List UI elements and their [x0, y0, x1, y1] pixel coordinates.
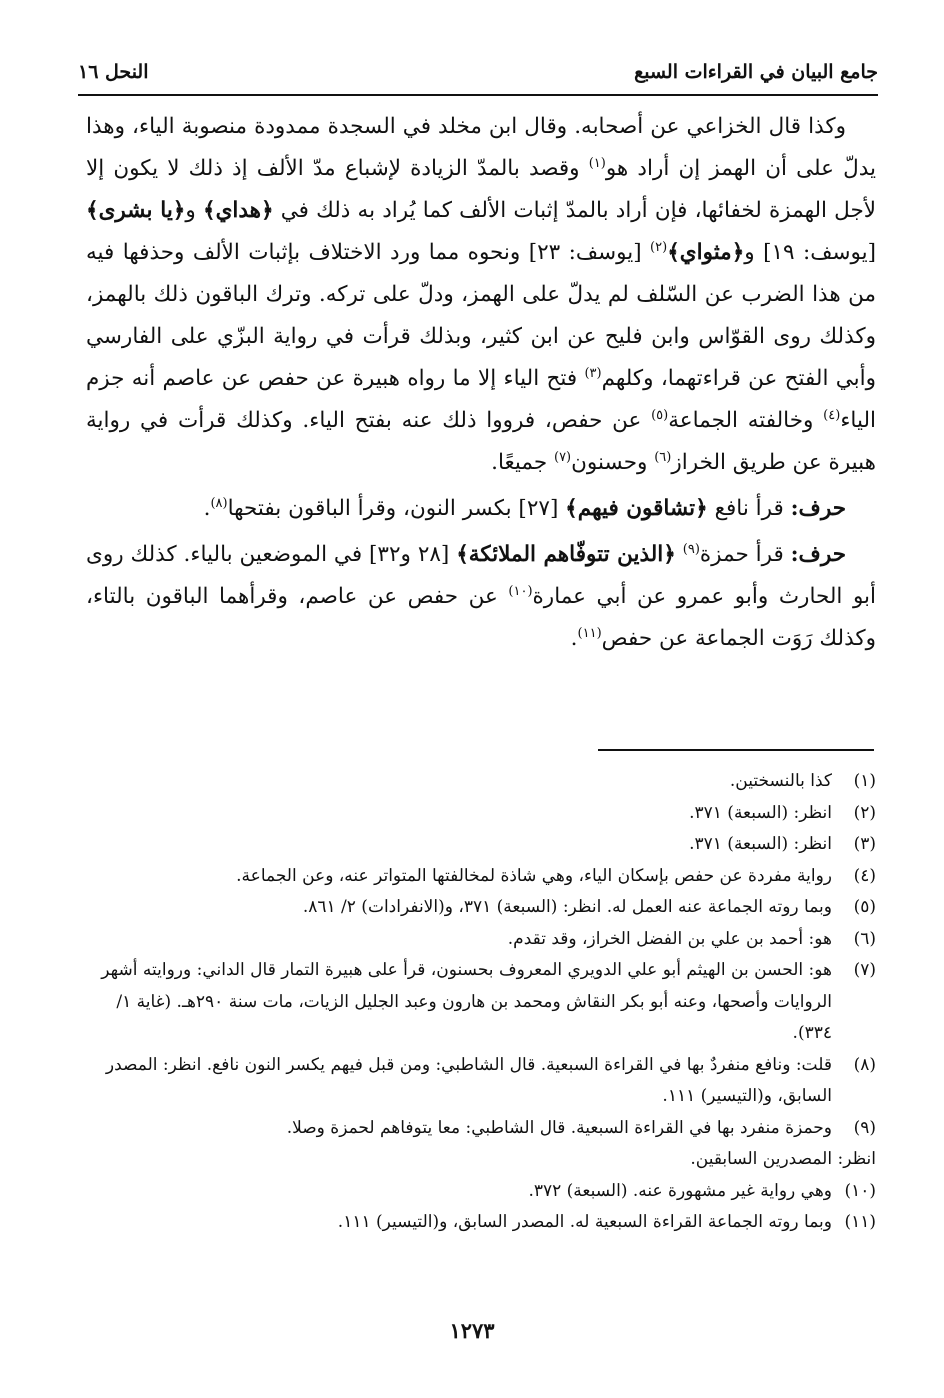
footnote-text: وهي رواية غير مشهورة عنه. (السبعة) ٣٧٢. [528, 1180, 832, 1201]
footnote-ref[interactable]: (٨) [210, 495, 228, 511]
footnote-ref[interactable]: (٢) [650, 239, 668, 255]
text-run: وخالفته الجماعة [668, 408, 824, 433]
text-run: [يوسف: ١٩] و [744, 240, 876, 265]
text-run: . [570, 626, 578, 651]
footnote-ref[interactable]: (٥) [651, 407, 669, 423]
footnote-ref[interactable]: (٣) [584, 365, 602, 381]
footnote-item [86, 955, 876, 1050]
footnote-number: (٣) [853, 834, 876, 854]
footnote-number: (١) [853, 771, 876, 791]
footnote-item [86, 829, 876, 861]
header-rule [78, 94, 878, 96]
footnote-text: وبما روته الجماعة القراءة السبعية له. المصدر السابق، و(التيسير) ١١١. [337, 1212, 832, 1232]
paragraph-harf-2 [86, 534, 876, 660]
footnote-ref[interactable]: (٦) [654, 449, 672, 465]
footnote-number: (٧) [853, 960, 876, 980]
footnote-ref[interactable]: (٩) [682, 541, 700, 557]
paragraph-1 [86, 106, 876, 484]
footnote-item [86, 1050, 876, 1113]
footnote-item [86, 1207, 876, 1239]
footnote-item [86, 892, 876, 924]
harf-label: حرف: [790, 542, 847, 567]
footnote-text: انظر: (السبعة) ٣٧١. [689, 834, 832, 854]
footnote-number: (٩) [853, 1117, 876, 1138]
text-run [676, 542, 683, 567]
footnote-item [86, 798, 876, 830]
footnote-text: وحمزة منفرد بها في القراءة السبعية. قال الشاطبي: معا يتوفاهم لحمزة وصلا. [286, 1117, 832, 1138]
footnote-text: وبما روته الجماعة عنه العمل له. انظر: (السبعة) ٣٧١، و(الانفرادات) ٢/ ٨٦١. [302, 897, 832, 917]
text-run: وقصد بالمدّ الزيادة لإشباع مدّ الألف إذ ذلك لا يكون إلا لأجل الهمزة لخفائها، فإن أراد بالمدّ إثبات الألف كما يُراد به ذلك في [86, 156, 877, 223]
text-run: فتح الياء إلا ما رواه هبيرة عن حفص عن عاصم أنه جزم الياء [86, 366, 876, 433]
footnote-ref[interactable]: (١٠) [508, 583, 533, 599]
footnote-number: (٦) [853, 928, 876, 949]
quran-word: ﴿تشاقون فيهم﴾ [565, 496, 708, 521]
footnote-number: (٢) [853, 802, 876, 823]
quran-word: ﴿هداي﴾ [202, 198, 274, 223]
footnote-text: قلت: ونافع منفردٌ بها في القراءة السبعية. قال الشاطبي: ومن قبل فيهم يكسر النون نافع. انظر: المصدر السابق، و(التيسير) ١١١. [105, 1054, 832, 1106]
footnote-text: كذا بالنسختين. [729, 771, 832, 791]
text-run: [٢٨ و٣٢] في الموضعين بالياء. كذلك روى أبو الحارث وأبو عمرو عن أبي عمارة [86, 542, 877, 609]
footnote-ref[interactable]: (١١) [577, 625, 602, 641]
quran-word: ﴿مثواي﴾ [667, 240, 745, 265]
footnote-ref[interactable]: (٧) [553, 449, 572, 465]
footnote-item [86, 1176, 876, 1208]
footnote-item [86, 766, 876, 798]
footnote-number: (٤) [853, 865, 876, 886]
footnote-text: انظر: (السبعة) ٣٧١. [689, 802, 832, 823]
footnote-text: هو: أحمد بن علي بن الفضل الخراز، وقد تقدم. [507, 928, 832, 949]
page-number: ١٢٧٣ [449, 1318, 495, 1343]
footnote-text: رواية مفردة عن حفص بإسكان الياء، وهي شاذة لمخالفتها المتواتر عنه، وعن الجماعة. [236, 865, 832, 886]
book-title: جامع البيان في القراءات السبع [634, 61, 878, 83]
text-run: و [185, 198, 203, 223]
footnote-separator [598, 749, 874, 751]
text-run: عن حفص عن عاصم، وقرأهما الباقون بالتاء، وكذلك رَوَت الجماعة عن حفص [86, 584, 876, 651]
quran-word: ﴿الذين تتوفّاهم الملائكة﴾ [456, 542, 676, 567]
main-text [86, 106, 876, 660]
footnote-text: هو: الحسن بن الهيثم أبو علي الدويري المعروف بحسنون، قرأ على هبيرة التمار قال الداني: وروايته أشهر الروايات وأصحها، وعنه أبو بكر النقاش ومحمد بن هارون وعبد الجليل الزيات، مات سنة ٢٩٠هـ. (غاية ١/ ٣٣٤). [101, 960, 832, 1043]
text-run: وكذا قال الخزاعي عن أصحابه. وقال ابن مخلد في السجدة ممدودة منصوبة الياء، وهذا يدلّ على أن الهمز إن أراد هو [86, 114, 876, 181]
footnote-number: (٥) [853, 897, 876, 917]
footnote-item [86, 1113, 876, 1145]
harf-label: حرف: [790, 496, 846, 521]
text-run: عن حفص، فرووا ذلك عنه بفتح الياء. وكذلك قرأت في رواية هبيرة عن طريق الخراز [86, 408, 876, 475]
footnote-continuation [86, 1144, 876, 1176]
quran-word: ﴿يا بشرى﴾ [86, 198, 186, 223]
footnote-number: (٨) [853, 1054, 876, 1075]
footnote-text: انظر: المصدرين السابقين. [690, 1149, 876, 1169]
paragraph-harf-1 [86, 488, 876, 530]
text-run: قرأ نافع [707, 496, 791, 521]
text-run: وحسنون [571, 450, 655, 475]
footnote-item [86, 861, 876, 893]
footnote-number: (١٠) [844, 1180, 876, 1201]
text-run: [يوسف: ٢٣] ونحوه مما ورد الاختلاف بإثبات الألف وحذفها فيه من هذا الضرب عن السّلف لم يدلّ على الهمز، ودلّ على تركه. وترك الباقون ذلك بالهمز، وكذلك روى القوّاس وابن فليح عن ابن كثير، وبذلك قرأت في رواية البزّي على الفارسي وأبي الفتح عن قراءتهما، وكلهم [86, 240, 876, 391]
footnotes-list [86, 766, 876, 1239]
text-run: . [203, 496, 211, 521]
running-header [78, 52, 878, 92]
surah-section: النحل ١٦ [78, 61, 149, 83]
footnote-ref[interactable]: (١) [588, 155, 606, 171]
text-run: قرأ حمزة [699, 542, 791, 567]
footnote-item [86, 924, 876, 956]
text-run: جميعًا. [491, 450, 554, 475]
text-run: [٢٧] بكسر النون، وقرأ الباقون بفتحها [227, 496, 566, 521]
footnote-number: (١١) [844, 1212, 876, 1232]
footnote-ref[interactable]: (٤) [823, 407, 841, 423]
